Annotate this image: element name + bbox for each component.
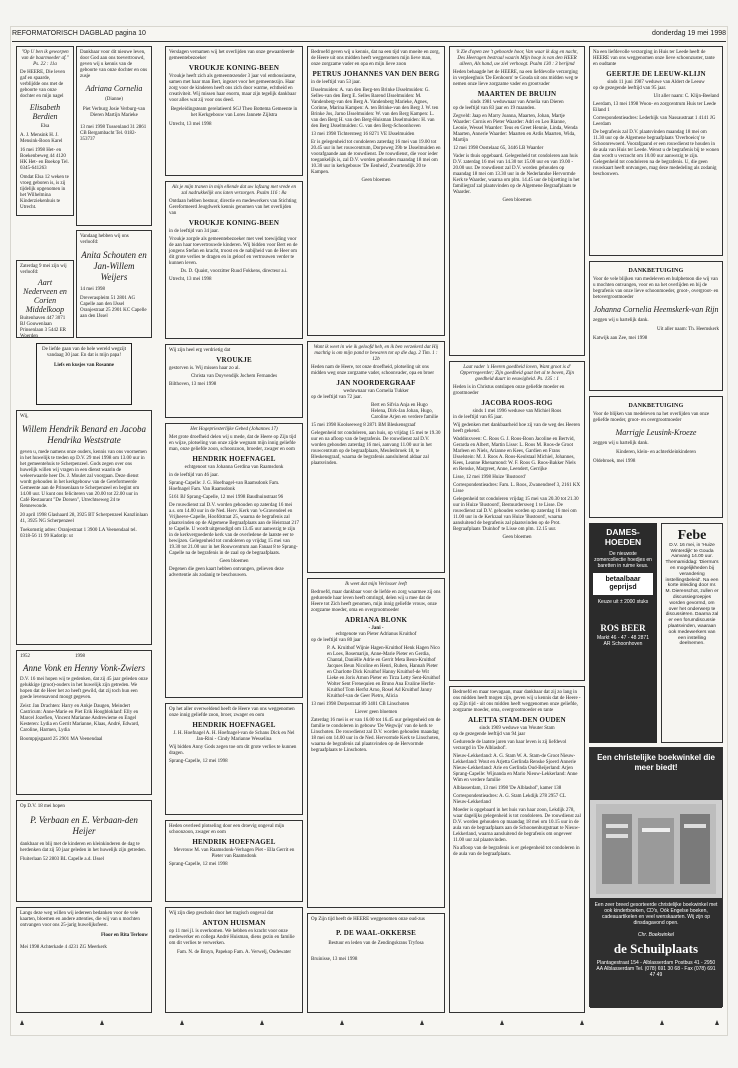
death-notice-koning-2 bbox=[165, 181, 303, 339]
notice-text: Bedroefd, maar dankbaar voor de liefde en zorg waarmee zij ons gedurende haar leven heeft omringd, delen wij u mee dat de Heere tot Zich heeft genomen, mijn innig geliefde vrouw, onze zorgzame moeder, oma en overgrootmoeder bbox=[311, 590, 441, 613]
thanks-notice-heemskerk bbox=[589, 261, 723, 391]
verse-text: Want ik weet in wie ik geloofd heb, en ik ben verzekerd dat Hij machtig is om mijn pand te bewaren tot op die dag. 2 Tim. 1 : 12b bbox=[313, 345, 439, 362]
age: op de leeftijd van 80 jaar bbox=[311, 638, 361, 643]
signature: Geen bloemen bbox=[219, 559, 249, 564]
ad-footer bbox=[590, 898, 722, 1008]
deceased-name: MAARTEN DE BRUIJN bbox=[477, 90, 557, 98]
child-nickname: (Dianne) bbox=[105, 97, 123, 102]
notice-body: Gedurende de laatste jaren van haar leven is zij liefdevol verzorgd in 'De Alblashof'. bbox=[453, 740, 567, 751]
spouse: sinds 1969 weduwe van Wouter Stam bbox=[479, 726, 555, 731]
greeting-text: De liefde gaan van de hele wereld wegzijt vandaag 30 jaar. En dat is mijn papa! bbox=[42, 347, 126, 358]
thanks-title: DANKBETUIGING bbox=[628, 268, 684, 274]
signature: Kinderen, klein- en achterkleinkinderen bbox=[616, 450, 696, 455]
greeting-notice bbox=[36, 343, 132, 405]
age: in de leeftijd van 34 jaar. bbox=[169, 229, 219, 234]
notice-text: Dankbaar voor dit nieuwe leven, door God aan ons toevertrouwd, geven wij u kennis van de geboorte van onze dochter en ons zusje bbox=[80, 50, 148, 79]
deceased-name: JAN NOORDERGRAAF bbox=[336, 379, 416, 387]
notice-body: Vroukje heeft zich als gemeentezender 3 jaar vol enthousiasme, samen met haar man Bert, ingezet voor het gemeentezijn. Haar zorg voor de kinderen heeft ons zich door warme, echtheid en creativiteit. Wij missen haar enorm, maar zijn tegelijk dankbaar voor alles wat zij voor ons deed. bbox=[169, 74, 297, 103]
couple-names: P. Verbaan en E. Verbaan-den Heijer bbox=[30, 815, 138, 836]
age: in de leeftijd van 85 jaar. bbox=[453, 415, 503, 420]
notice-text: Ontdaan hebben bestuur, directie en medewerkers van Stichting Gereformeerd Jeugdwerk kennis genomen van het overlijden van bbox=[169, 199, 297, 216]
funeral-details: Moeder is opgebaard in het huis van haar zoon, Lekdijk 278, waar dagelijks gelegenheid is tot condoleren. De rouwdienst zal D.V. worden gehouden op maandag 18 mei om 10.15 uur in de aula van de begraafplaats aan de Schoonenburgstraat te Nieuw-Lekkerland, waarna aansluitend de begrafenis om ongeveer 11.00 uur zal plaatsvinden. bbox=[453, 808, 581, 843]
deceased-name: VROUKJE bbox=[216, 356, 252, 364]
notice-body: Gelegenheid tot condoleren, aan huis, op vrijdag 15 mei te 19.30 uur en na afloop van de begrafenis. De rouwdienst zal D.V. worden gehouden zaterdag 16 mei, aanvang 11.00 uur in het rouwcentrum op de begraafplaats, Meulenbroek 18, te Bleskensgraaf, waarna de begrafenis aansluitend aldaar zal plaatsvinden. bbox=[311, 431, 441, 466]
ad-text: Een zeer breed gesorteerde christelijke boekwinkel met ook kinderboeken, CD's, Oók Engelse boeken, cadeauartikelen en veel wenskaarten. Wij zijn op dinsdagavond open. bbox=[594, 902, 718, 926]
notice-body: Vroukje zorgde als gemeentebezoeker met veel toewijding voor de aan haar toevertrouwde kinderen. Wij bidden voor Bert en de jongens Stefan en kracht, troost en de nabijheid van de Heer om dit grote verlies te dragen en in geloof en vertrouwen verder te kunnen leven. bbox=[169, 237, 298, 266]
verse-text: Het Hogepriesterlijke Gebed (Johannes 17) bbox=[190, 427, 278, 432]
address: Mei 1998 Achterkade 4 4231 ZG Meerkerk bbox=[20, 945, 107, 950]
deceased-name: P. DE WAAL-OKKERSE bbox=[335, 929, 417, 937]
ad-text: D.V. 16 mei, in 'Huize Winterdijk' te Gouda Aanvang 14.00 uur. Themamiddag: 'Dierma's en mogelijkheden bij verandering instellingsbeleid'. Na een korte inleiding door mr. M. Dierenschot, zullen er discussiegroepjes worden gevormd, om over het onderwerp te discussiëren. Daarna zal er een forumdiscussie plaatsvinden, waaraan ook medewerkers van een instelling deelnemen. bbox=[665, 542, 719, 647]
mark-icon bbox=[100, 1020, 104, 1025]
ad-brand: ROS BEER bbox=[600, 623, 646, 633]
notice-text: Op het aller overweldend heeft de Heere van ons weggenomen onze innig geliefde zoon, broer, zwager en oom bbox=[169, 707, 295, 718]
deceased-name: HENDRIK HOEFNAGEL bbox=[192, 838, 276, 846]
notice-text: Na een liefdevolle verzorging in Huis ter Leede heeft de HEERE van ons weggenomen onze lieve schoonzuster, tante en oudtante bbox=[593, 50, 715, 67]
signature: Begeleidingsteam gerelatieerd SGJ Theo Bottema Gemeente in het Kerkgebouw van Lores Jannete Zijlstra bbox=[170, 107, 298, 118]
ad-febe bbox=[661, 523, 723, 743]
registration-marks bbox=[20, 1020, 720, 1028]
signature: Geen bloemen bbox=[502, 535, 532, 540]
mark-icon bbox=[660, 1020, 664, 1025]
deceased-name: JACOBA ROOS-ROG bbox=[481, 399, 553, 407]
anniversary-notice-vonk bbox=[16, 650, 152, 795]
mark-icon bbox=[340, 1020, 344, 1025]
notice-text: geven u, mede namens onze ouders, kennis van ons voornemen in het huwelijk te treden op D.V. 29 mei 1998 om 13.00 uur in het gemeentehuis te Scherpenzeel. Gods zegen over ons huwelijk willen wij vragen in een dienst waarin de weleerwaarde heer Ds. J. Moulet zal voorgaan. Deze dienst wordt gehouden in het kerkgebouw van de Gereformeerde Gemeente aan de Prinsenlaan te Scherpenzeel en begint om 14.00 uur. U kunt ons feliciteren van 20.00 tot 22.00 uur in Café Restaurant "De Dorsen", Utrechtseweg 24 te Rennewoude. bbox=[20, 450, 147, 509]
notice-text: Voor de blijken van medeleven na het overlijden van onze geliefde moeder, groot- en overgrootmoeder bbox=[593, 412, 710, 423]
family-list: Nieuw-Lekkerland: A. G. Stam W. A. Stam-de Groot Nieuw-Lekkerland: Wout en Arjetta Gerlinda Renske Sjoerd Annerie Nieuw-Lekkerland: Arie en Gerlinda Oud-Beijerland: Arjen Sprang-Capelle: Wijnanda en Mario Nieuw-Lekkerland: Anne Wim en verdere familie bbox=[453, 754, 578, 783]
notice-text: Op Zijn tijd heeft de HEERE weggenomen onze oud-zus bbox=[311, 917, 425, 922]
spouse: sinds 1 mei 1996 weduwe van Michiel Roos bbox=[472, 409, 562, 414]
bookshop-image bbox=[596, 804, 716, 894]
notice-body: Zaterdag 16 mei is er van 16.00 tot 16.45 uur gelegenheid om de familie te condoleren in gebouw 'De Wegwijs' van de kerk te Linschoten. De rouwdienst zal D.V. worden gehouden maandag 18 mei om 14.00 uur in de Ned. Hervormde Kerk te Linschoten, waarna de begrafenis zal plaatsvinden op de Hervormde begraafplaats te Linschoten. bbox=[311, 718, 441, 753]
address: 13 mei 1998 Tichtersteeg 16 8271 VE IJsselmuiden bbox=[311, 132, 415, 137]
family-list: Mevrouw M. van Raamsdonk-Verhagen Piet - Ella Gerrit en Pieter van Raamsdonk bbox=[173, 848, 295, 859]
thanks-notice-leusink bbox=[589, 396, 723, 518]
address: Leerdam, 13 mei 1998 Woon- en zorgcentrum Huis ter Leede Eiland 1 bbox=[593, 102, 716, 113]
signature: Fam. N. de Bruyn, Papekop Fam. A. Verwelj, Oudewater bbox=[176, 950, 292, 955]
engagement-notice-anita bbox=[76, 230, 152, 338]
notice-body: Wij bidden Anny Gods zegen toe om dit grote verlies te kunnen dragen. bbox=[169, 745, 297, 756]
thanks-text: zeggen wij u hartelijk dank. bbox=[593, 441, 649, 446]
ad-text: De nieuwste zomercollectie hoedjes en baretten in ruime keus. bbox=[594, 551, 652, 569]
mark-icon bbox=[715, 1020, 719, 1025]
deceased-name: HENDRIK HOEFNAGEL bbox=[192, 455, 276, 463]
ad-brand: de Schuilplaats bbox=[613, 941, 699, 956]
spouse: sinds 11 juni 1987 weduwe van Aldert de Leeuw bbox=[607, 80, 705, 85]
place-date: Sprang-Capelle, 12 mei 1998 bbox=[169, 862, 228, 867]
death-notice-hoefnagel-2 bbox=[165, 703, 303, 815]
notice-body: De rouwdienst zal D.V. worden gehouden op zaterdag 16 mei a.s. om 14.00 uur in de Ned. Herv. Kerk van 's-Gravendeel en Vrijheeve-Capelle, Hoofdstraat 25, waarna de begrafenis zal plaatsvinden op de Algemene Begraafplaats aan de Heistraat 217 te Capelle. U wordt uitgenodigd om 13.45 uur aanwezig te zijn in de kerkvergoederde kerk van de overledene de laatste eer te bewijzen. Gelegenheid tot condoleren op vrijdag 15 mei van 19.30 tot 21.00 uur in het Rouwcentrum aan Fanaat 8 te Sprang-Capelle na de begrafenis in de zaal op de begraafplaats. bbox=[169, 503, 299, 556]
date: 14 mei 1998 bbox=[80, 287, 105, 292]
deceased-name: ALETTA STAM-DEN OUDEN bbox=[468, 716, 566, 724]
child-name: Elisabeth Berdien bbox=[29, 103, 61, 121]
verse-text: Laat vader 's Heeren goedheid loven, Want groot is d' Opperregeerder; Zijn goedheid gaat het al te boven, Zijn goedheid duurt in eeuwigheid. Ps. 135 : 1 bbox=[460, 365, 574, 382]
notice-text: dankbaar en blij met de kinderen en kleinkinderen de dag te herdenken dat zij 50 jaar geleden in het huwelijk zijn getreden. bbox=[20, 842, 146, 853]
signature: Geen bloemen bbox=[502, 198, 532, 203]
age: op de gezegende leeftijd van 94 jaar bbox=[453, 732, 526, 737]
page-header bbox=[12, 30, 726, 42]
family-list: Zeist: Jan Drachten: Harry en Ankje Daugen, Meindert Castricum: Anne-Marie en Piet Erik Hoogbloklanf: Elly en Marcel Jozefien, Vincent Marianne Andrewieme en Engel Kesteren: Lydia en Gerrit Marianne, Klaas, André, Edward, Caroline, Harmen, Lydia bbox=[20, 704, 140, 733]
spouse: echtgenote van Pieter Adrianus Kruithof bbox=[335, 632, 417, 637]
mark-icon bbox=[500, 1020, 504, 1025]
deceased-nickname: - Jani - bbox=[368, 626, 384, 631]
signature: Uit aller naam: Th. Heemskerk bbox=[657, 327, 719, 332]
couple-names: Aart Nederveen en Corien Middelkoop bbox=[23, 278, 67, 314]
notice-text: Voor de vele blijken van medeleven en hulpbetoon die wij van u mochten ontvangen, voor en na het overlijden en bij de begrafenis van onze lieve schoonmoeder, groot-, overgroot- en betovergrootmoeder bbox=[593, 277, 719, 300]
signature: Uit aller naam: C. Klijn-Beeland bbox=[653, 94, 719, 99]
notice-text: Bedroefd en maar toevagaan, maar dankbaar dat zij zo lang in ons midden heeft mogen zijn, geven wij u kennis dat de Heere - op Zijn tijd - uit ons midden heeft weggenomen onze geliefde, zorgzame moeder, oma, overgrootmoeder en tante bbox=[453, 690, 581, 713]
child-name: Adriana Cornelia bbox=[85, 84, 143, 93]
signature: Liefs en kusjes van Rosanne bbox=[53, 363, 114, 368]
address: Dreveraspleim 51 2801 AG Capelle aan den IJssel Oranjestraat 25 2901 KC Capelle aan den IJssel bbox=[80, 296, 147, 319]
family-list: Zegveld: Jaap en Marry Joanna, Maarten, Johan, Martje Waarder: Cornis en Pieter Waarder: Adri en Leo Rianne, Leonie, Wessel Waarder: Teus en Greet Hennie, Linda, Wenda Maarten, Annerie Waarder: Maarten en Ardis Maarten, Wida, Martijn bbox=[453, 114, 578, 143]
notice-text: Langs deze weg willen wij iedereen bedanken voor de vele kaarten, bloemen en andere attenties, die wij van u mochten ontvangen voor ons 25-jarig huwelijksfeest. bbox=[20, 911, 140, 928]
place-date: Utrecht, 13 mei 1998 bbox=[169, 277, 212, 282]
death-notice-hoefnagel-3 bbox=[165, 820, 303, 902]
death-notice-noordergraaf bbox=[307, 341, 445, 573]
death-notice-van-den-berg bbox=[307, 46, 445, 336]
child-nickname: Elsa bbox=[40, 124, 50, 129]
correspondence-address: Correspondentieadres: Lederhijk van Nassaustraat 1 4141 JG Leerdam bbox=[593, 116, 716, 127]
couple-names: Willem Hendrik Benard en Jacoba Hendrika Weststrate bbox=[21, 424, 147, 445]
note: Degenen die geen kaart hebben ontvangen, gelieven deze advertentie als zodanig te beschouwen. bbox=[169, 567, 284, 578]
deceased-name: ANTON HUISMAN bbox=[202, 919, 266, 927]
funeral-details: Gelegenheid tot condoleren vrijdag 15 mei van 20.30 tot 21.30 uur in Huize 'Bustoord', Bestuurdersweg 1 te Lisse. De rouwdienst zal D.V. gehouden worden op zaterdag 16 mei om 11.00 uur in de Kerkzaal van Huize 'Bustoord', waarna aansluitend de begrafenis zal plaatsvinden op de Prot. Begraafplaats 'Duinhof' te Lisse om plm. 12.15 uur. bbox=[453, 497, 579, 532]
couple-names: Anne Vonk en Henny Vonk-Zwiers bbox=[23, 663, 145, 673]
notice-text: Wij zijn heel erg verdrietig dat bbox=[169, 348, 231, 353]
address: 12 mei 1998 Oostelaaz 65, 3446 LB Waarder bbox=[453, 146, 544, 151]
notice-text: De HEERE, Die leven gaf en spaarde, verblijdde ons met de geboorte van onze dochter en mijn nagel bbox=[20, 70, 65, 99]
place-date: Katwijk aan Zee, mei 1998 bbox=[593, 336, 648, 341]
verse-text: Als je mijn tranen in mijn ellende dat uw lofzang met vrede en zal nadrukkelijk ons laten verzorgen. Psalm 116 : 8a bbox=[172, 185, 296, 196]
notice-text: D.V. 16 mei hopen wij te gedenken, dat zij 45 jaar geleden onze gelukkige (groot)-ouders in het huwelijk zijn getreden. We hopen dat de Heer het zo heeft gewild, dat zij toch hun een goede levensavond moogt gegeven. bbox=[20, 677, 148, 700]
address: 13 mei 1998 Tussenland 31 2861 CB Bergambacht Tel. 0182-353737 bbox=[80, 125, 147, 142]
address: Fluiterlaan 52 2803 BL Capelle a.d. IJssel bbox=[20, 857, 104, 862]
address: Toekomstig adres: Oranjestraat 1 3900 LA Veenendaal tel. 0318-56 11 99 Kadotip: ut bbox=[20, 528, 137, 539]
ad-address: Plantagestraat 154 - Alblasserdam Postbus 41 - 2950 AA Alblasserdam Tel. (078) 691 30 68 - Fax (078) 691 47 49 bbox=[596, 960, 716, 978]
address: Lisse, 12 mei 1998 Huize 'Bustoord' bbox=[453, 475, 526, 480]
years: 1952 1998 bbox=[20, 654, 85, 659]
notice-body: Vader is thuis opgebaard. Gelegenheid tot condoleren aan huis D.V. zaterdag 16 mei van 14.30 tot 15.00 uur en van 19.00 - 20.00 uur. De rouwdienst zal D.V. worden gehouden op maandag 18 mei om 13.30 uur in de Nederlandse Hervormde Kerk te Waarder, waarna om plm. 14.45 uur de bijzetting in het familiegraf zal plaatsvinden op de Algemene Begraafplaats te Waarder. bbox=[453, 154, 580, 195]
death-notice-vroukje-children bbox=[165, 344, 303, 418]
note: Na afloop van de begrafenis is er gelegenheid tot condoleren in de aula van de begraafplaats. bbox=[453, 846, 580, 857]
age: op de gezegende leeftijd van 95 jaar. bbox=[593, 86, 667, 91]
deceased-name: VROUKJE KONING-BEEN bbox=[188, 219, 280, 227]
place-date: Bruinisse, 13 mei 1998 bbox=[311, 957, 358, 962]
mark-icon bbox=[420, 1020, 424, 1025]
address: 13 mei 1998 Dorpsstraat 89 3401 CB Linschoten bbox=[311, 702, 410, 707]
parents: Piet Verburg Josie Verburg-van Dieren Martijn Marieke bbox=[82, 107, 146, 118]
notice-body: gestorven is. Wij missen haar zo al. bbox=[169, 366, 240, 371]
notice-body: Wij gedenken met dankbaarheid hoe zij van de weg des Heeren heeft gekend. bbox=[453, 423, 580, 434]
couple-names: Anita Schouten en Jan-Willem Weijers bbox=[81, 250, 147, 282]
intro: Wij, bbox=[20, 414, 29, 419]
ad-title: Een christelijke boekwinkel die meer biedt! bbox=[590, 748, 722, 800]
family-list: Waddinxveen: C. Roos G. J. Roos-Boon Jacoline en Bertvid, Gerarda en Albert, Martin Lisse: L. Roos M. Roos-de Groot Marleen en Niels, Arianne en Kees, Gardien en Frans IJsselstein: M. J. Roos A. Roos-Keulstaal Michiel, Johannes, Kees, Leanne Rhenamond: W. F. Roos G. Roos-Bakker Niels en Renske, Margreet, Anne, Leendert, Gerrijke bbox=[453, 437, 576, 472]
notice-text: Heden overleed plotseling door een droevig ongeval mijn schoonzoon, zwager en oom bbox=[169, 824, 285, 835]
notice-text: Heden behaagde het de HEERE, na een liefdevolle verzorging in verpleeghuis 'De Eenhoorn' te Gouda uit ons midden weg te nemen onze lieve zorgzame vader en grootvader bbox=[453, 70, 579, 87]
family-list: IJsselmuiden: A. van den Berg-ten Brinke IJsselmuiden: G. Selles-van den Berg E. Selles Barend IJsselmuiden: M. Vandenberg-van den Berg A. Vandenberg Marieke, Agnes, Corinne, Marina Kampen: A. ten Brinke-van den Berg J. W. ten Brinke Jos, Jarno IJsselmuiden: W. van den Berg Kampen: L. van den Berg H. van den Berg-Huisman IJsselmuiden: H. van den Berg IJsselmuiden: G. van den Berg-Schoonhoven bbox=[311, 88, 439, 129]
death-notice-huisman bbox=[165, 907, 303, 1013]
address: Boomppjsgaard 25 2901 MA Veenendaal bbox=[20, 737, 103, 742]
engagement-notice-aart bbox=[16, 260, 74, 338]
birth-notice-elisabeth bbox=[16, 46, 74, 216]
deceased-name: Johanna Cornelia Heemskerk-van Rijn bbox=[593, 305, 719, 314]
notice-body: op 11 mei jl. is overkomen. We hebben en kracht voor onze medewerker en collega André Huisman, diens gezin en familie om dit verlies te verwerken. bbox=[169, 929, 295, 946]
verse-text: "Op U ben ik geworpen van de baarmoeder af." Ps. 22 : 11a bbox=[21, 50, 69, 67]
age: in de leeftijd van 46 jaar. bbox=[169, 473, 219, 478]
thanks-text: zeggen wij u hartelijk dank. bbox=[593, 318, 649, 323]
death-notice-stam bbox=[449, 686, 585, 1013]
family-list: J. H. Hoefnagel A. H. Hoefnagel-van de Schans Dick en Nel Jan-Rini - Cindy Marianne Wesselina bbox=[173, 731, 295, 742]
deceased-name: ADRIANA BLONK bbox=[344, 616, 408, 624]
address: Alblasserdam, 13 mei 1998 'De Alblashof', kamer 138 bbox=[453, 786, 562, 791]
ad-subtext: Keuze uit ± 2000 stuks bbox=[597, 599, 649, 605]
place-date: Oldebroek, mei 1998 bbox=[593, 459, 636, 464]
signature: Ds. D. Quaist, voorzitter Ruud Fokkens, directeur a.i. bbox=[180, 269, 288, 274]
death-notice-de-leeuw bbox=[589, 46, 723, 256]
place-date: Sprang-Capelle, 12 mei 1998 bbox=[169, 759, 228, 764]
ad-title: DAMES-HOEDEN bbox=[604, 527, 642, 547]
thanks-title: DANKBETUIGING bbox=[628, 403, 684, 409]
deceased-name: Marrigje Leusink-Kroeze bbox=[615, 428, 697, 437]
signature: Floor en Rita Terlouw bbox=[101, 933, 148, 938]
funeral-details: De begrafenis zal D.V. plaatsvinden maandag 18 mei om 11.30 uur op de Algemene begraafplaats 'Overboeicq' te Schoonrewoerd. Voorafgaand er een rouwdienst te houden in de aula van Huis ter Leede. Wenst u de begrafenis bij te wonen dan wordt u verzocht om 10.00 uur aanwezig te zijn. Gelegenheid tot condoleren na de begrafenis. U, die geen rouwkaart heeft ontvangen, mag deze mededeling als zodanig beschouwen. bbox=[593, 130, 719, 177]
notice-text: Met grote droefheid delen wij u mede, dat de Heere op Zijn tijd en wijze, plotseling van onze zijde wegnam mijn innig geliefde man, onze geliefde zoon, schoonzoon, broeder, zwager en oom bbox=[169, 435, 297, 452]
address: 15 mei 1998 Koolseeweg 8 2871 BM Bleskensgraaf bbox=[311, 423, 416, 428]
deceased-name: VROUKJE KONING-BEEN bbox=[188, 64, 280, 72]
signature: Liever geen bloemen bbox=[354, 710, 398, 715]
birth-notice-adriana bbox=[76, 46, 152, 226]
verse-text: Ik weet dat mijn Verlosser leeft bbox=[345, 582, 407, 587]
place-date: Utrecht, 13 mei 1998 bbox=[169, 122, 212, 127]
ad-schuilplaats bbox=[589, 747, 723, 1007]
family-list: Bert en Sifvia Anja en Hugo Helena, Dirk-Jan Johan, Hugo, Caroline Arjen en verdere familie bbox=[371, 403, 439, 420]
notice-text: Heden nam de Heere, tot onze droefheid, plotseling uit ons midden weg onze zorgzame vader, schoonvader, opa en broer bbox=[311, 365, 435, 376]
deceased-name: PETRUS JOHANNES VAN DEN BERG bbox=[312, 70, 440, 78]
notice-body: Er is gelegenheid tot condoleren zaterdag 16 mei van 19.00 tot 20.45 uur in het rouwcentrum, Dorpsweg 39b te IJsselmuiden en voorafgaande aan de rouwdienst. De rouwdienst, die voor ieder toegankelijk is, zal D.V. worden gehouden maandag 18 mei om 10.30 uur in kerkgebouw 'De Eenheid', Zwartendijk 20 te Kampen. bbox=[311, 140, 441, 175]
ad-price-text: betaalbaar geprijsd bbox=[593, 573, 653, 595]
notice-text: Zaterdag 9 mei zijn wij verloofd: bbox=[20, 264, 67, 275]
date: 20 april 1998 Glashaard 28, 3925 BT Scherpenzeel Kanzlinlaan 41, 3925 NG Scherpenzeel bbox=[20, 513, 148, 524]
death-notice-hoefnagel-1 bbox=[165, 423, 303, 698]
death-notice-blonk bbox=[307, 578, 445, 908]
mark-icon bbox=[20, 1020, 24, 1025]
thanks-notice-terlouw bbox=[16, 907, 152, 1013]
febe-logo: Febe bbox=[677, 528, 707, 543]
deceased-name: HENDRIK HOEFNAGEL bbox=[192, 721, 276, 729]
intro: Op D.V. 18 mei hopen bbox=[20, 804, 65, 809]
verse-text: 'k Zie d'open zee 't gehoorde hoor, Van waar ik dag en nacht, Des Heeragen bestraal waarin Mijn hoop is van den HEER alleen, Als hand, uw ziel verhoogt. Psalm 130 : 3 berijmd bbox=[456, 50, 578, 67]
correspondence-address: Correspondentieadres: A. G. Stam Lekdijk 278 2957 CL Nieuw-Lekkerland bbox=[453, 794, 566, 805]
header-date: donderdag 19 mei 1998 bbox=[652, 30, 726, 37]
death-notice-roos-rog bbox=[449, 361, 585, 681]
mark-icon bbox=[260, 1020, 264, 1025]
place-date: Bilthoven, 13 mei 1998 bbox=[169, 382, 217, 387]
address: Buitenhaven 447 3071 BJ Gouwenlaan Prinsenlaan 3 5442 ER Woerden bbox=[20, 316, 66, 338]
family-list: Sprang-Capelle: J. G. Hoefnagel-van Raamsdonk Fam. Hoefnagel Fam. Van Raamsdonk bbox=[169, 481, 280, 492]
address: 5161 BJ Sprang-Capelle, 12 mei 1998 Baudhuinstraat 96 bbox=[169, 495, 284, 500]
death-notice-de-waal bbox=[307, 913, 445, 1013]
ad-dames-hoeden bbox=[589, 523, 657, 743]
correspondence-address: Correspondentieadres: Fam. L. Roos, Zwanendreef 3, 2161 KX Lisse bbox=[453, 483, 581, 494]
spouse: echtgenoot van Johanna Gerdina van Raamsdonk bbox=[184, 465, 284, 470]
note: Omdat Elsa 12 weken te vroeg geboren is, is zij tijdelijk opgenomen in het Wilhelmina Kinderziekenhuis te Utrecht. bbox=[20, 175, 69, 210]
ad-address: Markt 46 - 47 - 48 2871 AR Schoonhoven bbox=[597, 635, 649, 647]
death-notice-koning-1 bbox=[165, 46, 303, 176]
deceased-name: GEERTJE DE LEEUW-KLIJN bbox=[606, 70, 706, 78]
wedding-notice-willem bbox=[16, 410, 152, 645]
notice-text: Vandaag hebben wij ons verloofd: bbox=[80, 234, 129, 245]
mark-icon bbox=[580, 1020, 584, 1025]
family-list: P. A. Kruithof Wijnie Hagen-Kruithof Henk Hagen Nico en Loes, Rosemarijn, Anne-Marie Pieter en Gerdia, Chantal, Daniëlle Adrie en Gerrit Meta Beun-Kruithof Jacques Beun Nicoline en Henri, Ruben, Hannah Pieter en Charlotte Dick Kruithof Hanny Kruithof-de Wit Lieke en Joris Arnon Pieter en Tirza Letty Sent-Kruithof Wolter Sent Frenequien en Bruno Ana Evaline Herfst-Kruithof Tom Herfst Arno, Rosel Ad Kruithof Janny Kruithof-van de Geer Pietro, Alicia bbox=[327, 646, 441, 699]
spouse: sinds 1981 weduwnaar van Amelia van Dieren bbox=[470, 100, 564, 105]
ad-photo bbox=[590, 800, 722, 898]
signature: Geen bloemen bbox=[361, 178, 391, 183]
mark-icon bbox=[180, 1020, 184, 1025]
age: op de leeftijd van 83 jaar en 19 maanden. bbox=[453, 106, 536, 111]
notice-text: Wij zijn diep geschokt door het tragisch ongeval dat bbox=[169, 911, 274, 916]
ad-brand-small: Chr. Boekwinkel bbox=[638, 932, 674, 938]
signature: Bestuur en leden van de Zendingskrans Tryfosa bbox=[328, 941, 424, 946]
notice-text: Heden is in Christus ontslapen onze geliefde moeder en grootmoeder bbox=[453, 385, 565, 396]
age: in de leeftijd van 53 jaar. bbox=[311, 80, 361, 85]
anniversary-notice-verbaan bbox=[16, 800, 152, 902]
header-left: REFORMATORISCH DAGBLAD pagina 10 bbox=[12, 30, 146, 37]
death-notice-de-bruijn bbox=[449, 46, 585, 356]
address: 16 mei 1998 Het- en Boekenbeweg 44 4120 HK Het- en Boekop Tel. 0345-641263 bbox=[20, 148, 69, 171]
parents: A. J. Mensink H. J. Mensink-Boon Karel bbox=[20, 133, 63, 144]
age: op de leeftijd van 72 jaar. bbox=[311, 395, 362, 400]
signature: Christa van Duyvendijk Jochem Fernandes bbox=[190, 374, 278, 379]
notice-text: Verslagen vernamen wij het overlijden van onze gewaardeerde gemeentebezoeker bbox=[169, 50, 295, 61]
notice-text: Bedroefd geven wij u kennis, dat na een tijd van moeite en zorg, de Heere uit ons midden heeft weggenomen mijn lieve man, onze zorgzame vader en opa en mijn lieve zoon bbox=[311, 50, 440, 67]
spouse: weduwnaar van Cornelia Tukker bbox=[343, 389, 409, 394]
